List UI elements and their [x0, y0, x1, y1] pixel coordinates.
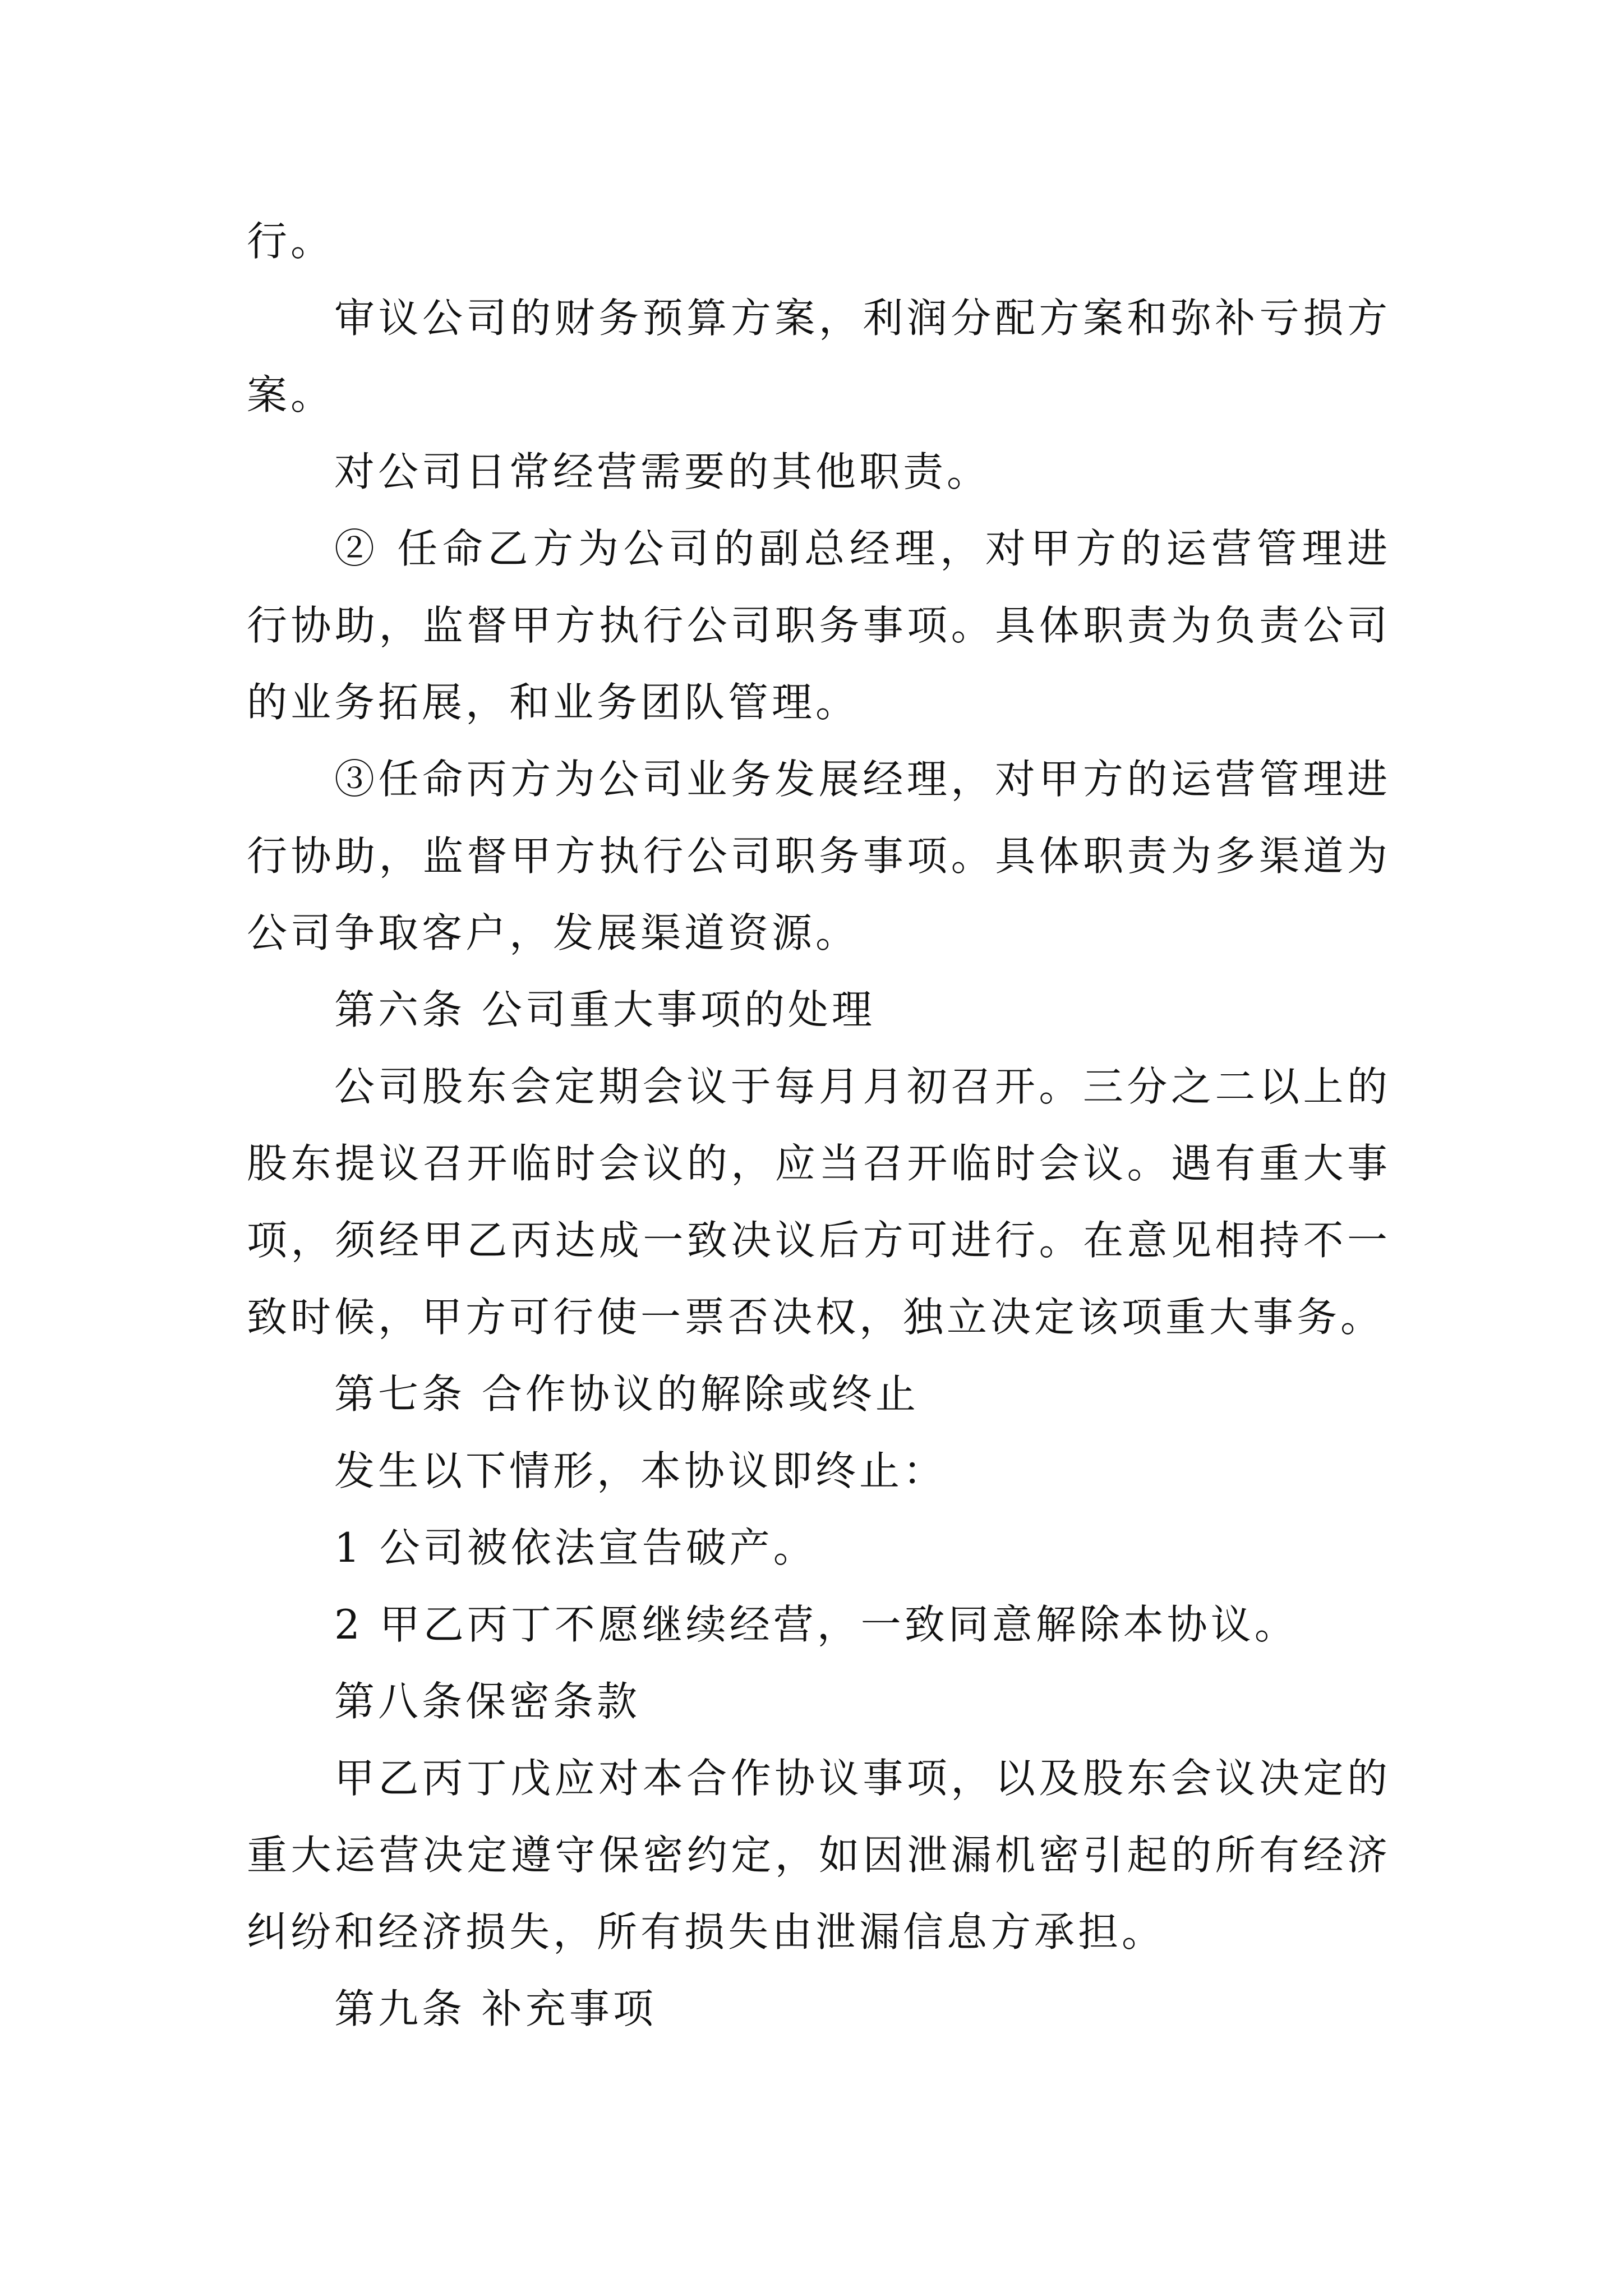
list-item-mutual-termination: 2 甲乙丙丁不愿继续经营，一致同意解除本协议。	[334, 1601, 1298, 1648]
article-9-heading: 第九条 补充事项	[334, 1985, 657, 2032]
article-8-heading: 第八条保密条款	[334, 1678, 641, 1725]
article-7-heading: 第七条 合作协议的解除或终止	[334, 1370, 919, 1418]
paragraph-appoint-party-b: ② 任命乙方为公司的副总经理，对甲方的运营管理进行协助，监督甲方执行公司职务事项。具体职责为负责公司的业务拓展，和业务团队管理。	[247, 525, 1391, 726]
paragraph-confidentiality: 甲乙丙丁戊应对本合作协议事项，以及股东会议决定的重大运营决定遵守保密约定，如因泄漏机密引起的所有经济纠纷和经济损失，所有损失由泄漏信息方承担。	[247, 1755, 1391, 1955]
paragraph-continuation: 行。	[247, 218, 335, 265]
paragraph-budget-review: 审议公司的财务预算方案，利润分配方案和弥补亏损方案。	[247, 295, 1391, 418]
paragraph-termination-intro: 发生以下情形，本协议即终止：	[334, 1447, 947, 1494]
document-body	[247, 203, 1391, 2047]
paragraph-other-duties: 对公司日常经营需要的其他职责。	[334, 448, 991, 495]
list-item-bankruptcy: 1 公司被依法宣告破产。	[334, 1524, 817, 1571]
paragraph-appoint-party-c: ③任命丙方为公司业务发展经理，对甲方的运营管理进行协助，监督甲方执行公司职务事项。具体职责为多渠道为公司争取客户，发展渠道资源。	[247, 756, 1391, 956]
article-6-heading: 第六条 公司重大事项的处理	[334, 986, 875, 1033]
paragraph-shareholder-meetings: 公司股东会定期会议于每月月初召开。三分之二以上的股东提议召开临时会议的，应当召开临时会议。遇有重大事项，须经甲乙丙达成一致决议后方可进行。在意见相持不一致时候，甲方可行使一票否决权，独立决定该项重大事务。	[247, 1063, 1391, 1341]
